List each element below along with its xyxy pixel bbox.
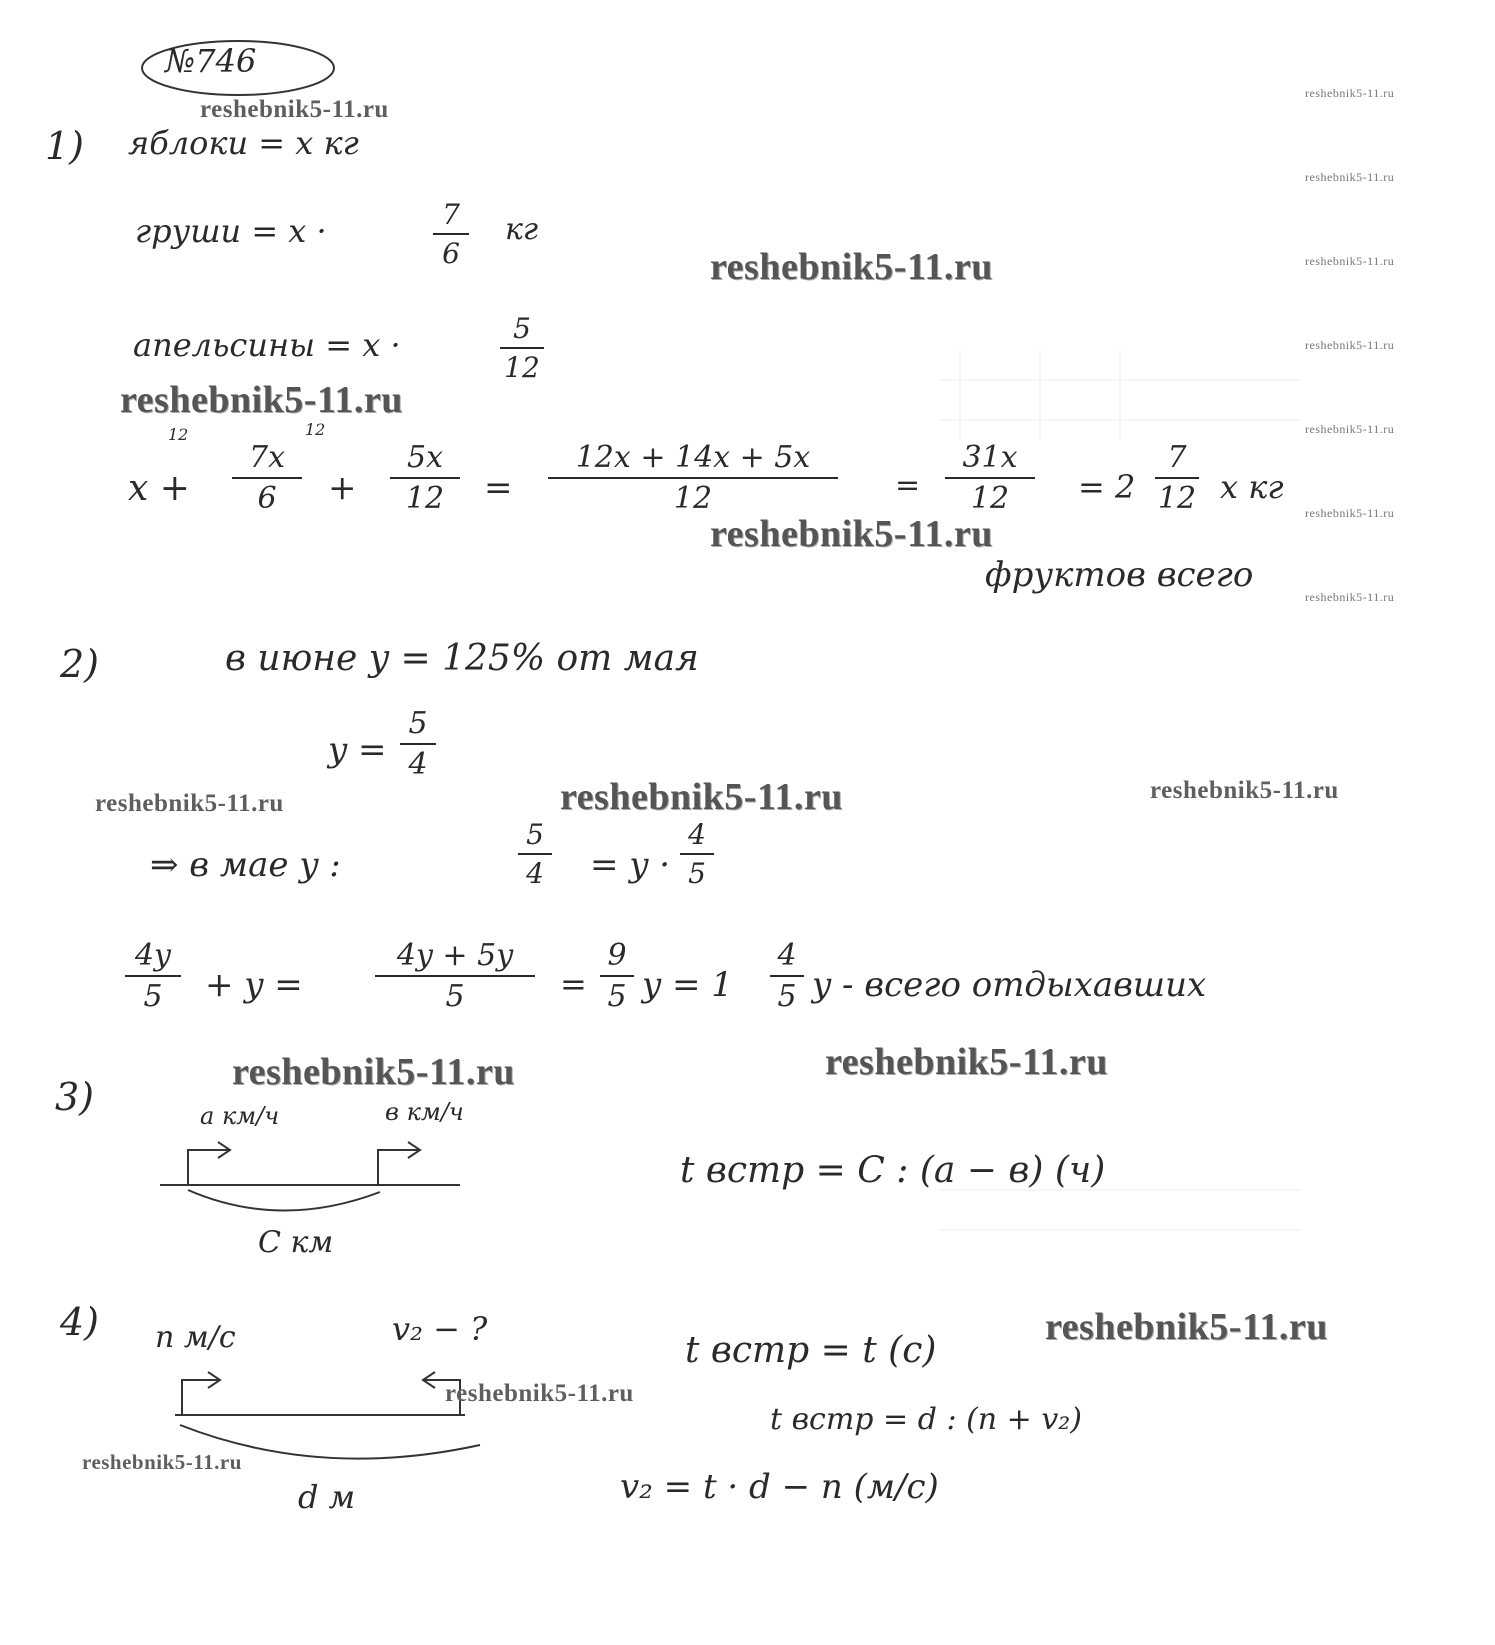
watermark: reshebnik5-11.ru	[1305, 422, 1395, 436]
total-plus-y: + y =	[205, 965, 303, 1005]
watermark: reshebnik5-11.ru	[445, 1380, 634, 1407]
watermark: reshebnik5-11.ru	[120, 379, 403, 421]
watermark: reshebnik5-11.ru	[232, 1051, 515, 1093]
watermark: reshebnik5-11.ru	[1045, 1306, 1328, 1348]
speed-a: a км/ч	[200, 1102, 280, 1130]
pears-fraction: 7 6	[433, 198, 469, 270]
distance-arc-3	[188, 1190, 380, 1211]
part2-label: 2)	[60, 642, 100, 686]
sum-tail: x кг	[1220, 468, 1284, 506]
may-line: ⇒ в мае y :	[150, 845, 341, 885]
watermark: reshebnik5-11.ru	[1305, 506, 1395, 520]
total-fraction-3: 9 5	[600, 938, 634, 1014]
watermark: reshebnik5-11.ru	[200, 96, 389, 123]
june-line: в июне y = 125% от мая	[225, 638, 699, 679]
sum-fraction-5: 7 12	[1155, 440, 1199, 516]
speed-n: n м/с	[155, 1320, 236, 1355]
watermark: reshebnik5-11.ru	[1305, 590, 1395, 604]
watermark: reshebnik5-11.ru	[1305, 338, 1395, 352]
part3-label: 3)	[55, 1075, 95, 1119]
watermark: reshebnik5-11.ru	[560, 776, 843, 818]
watermark: reshebnik5-11.ru	[1305, 254, 1395, 268]
arrow-n-icon	[182, 1372, 220, 1415]
pears-unit: кг	[505, 212, 539, 247]
watermark: reshebnik5-11.ru	[95, 790, 284, 817]
oranges-fraction: 5 12	[500, 312, 544, 384]
speed-b: в км/ч	[385, 1098, 464, 1126]
may-mid: = y ·	[590, 845, 671, 885]
watermark: reshebnik5-11.ru	[1305, 86, 1395, 100]
sum-eq: =	[484, 468, 513, 508]
part1-label: 1)	[45, 124, 85, 168]
apples-line: яблоки = x кг	[128, 124, 359, 162]
meeting-time-line: t встр = t (с)	[685, 1330, 937, 1371]
meeting-time-formula: t встр = С : (a − в) (ч)	[680, 1150, 1106, 1191]
y-fraction: 5 4	[400, 706, 436, 782]
total-note: фруктов всего	[985, 555, 1254, 595]
watermark: reshebnik5-11.ru	[710, 513, 993, 555]
watermark: reshebnik5-11.ru	[1305, 170, 1395, 184]
sum-x: x +	[128, 468, 190, 509]
arrow-a-icon	[188, 1142, 230, 1185]
speed-v2: v₂ − ?	[392, 1310, 488, 1348]
distance-c: С км	[258, 1225, 334, 1260]
may-fraction-2: 4 5	[680, 818, 714, 890]
total-eq: =	[560, 965, 587, 1003]
watermark: reshebnik5-11.ru	[82, 1450, 242, 1474]
total-tail: y - всего отдыхавших	[812, 965, 1207, 1005]
watermark: reshebnik5-11.ru	[1150, 777, 1339, 804]
may-fraction-1: 5 4	[518, 818, 552, 890]
sum-plus: +	[328, 468, 357, 508]
total-fraction-4: 4 5	[770, 938, 804, 1014]
pears-line: груши = x ·	[135, 212, 327, 250]
arrow-b-icon	[378, 1142, 420, 1185]
speed-v2-formula: v₂ = t · d − n (м/с)	[620, 1467, 939, 1507]
distance-d: d м	[298, 1478, 356, 1516]
sum-eq2: =	[895, 468, 921, 503]
total-y-eq: y = 1	[642, 965, 733, 1005]
sum-fraction-2: 5x 12	[390, 440, 460, 516]
sum-fraction-3: 12x + 14x + 5x 12	[548, 440, 838, 516]
problem-number: №746	[165, 42, 257, 80]
sum-eq3: = 2	[1078, 468, 1136, 506]
part4-label: 4)	[60, 1300, 100, 1344]
sum-fraction-1: 7x 6	[232, 440, 302, 516]
factor-label: 12	[168, 425, 189, 444]
sum-fraction-4: 31x 12	[945, 440, 1035, 516]
oranges-line: апельсины = x ·	[133, 326, 401, 364]
total-fraction-2: 4y + 5y 5	[375, 938, 535, 1014]
watermark: reshebnik5-11.ru	[825, 1041, 1108, 1083]
watermark: reshebnik5-11.ru	[710, 246, 993, 288]
meeting-time-formula-4: t встр = d : (n + v₂)	[770, 1402, 1083, 1437]
total-fraction-1: 4y 5	[125, 938, 181, 1014]
factor-label: 12	[305, 420, 326, 439]
y-eq: y =	[328, 730, 387, 770]
